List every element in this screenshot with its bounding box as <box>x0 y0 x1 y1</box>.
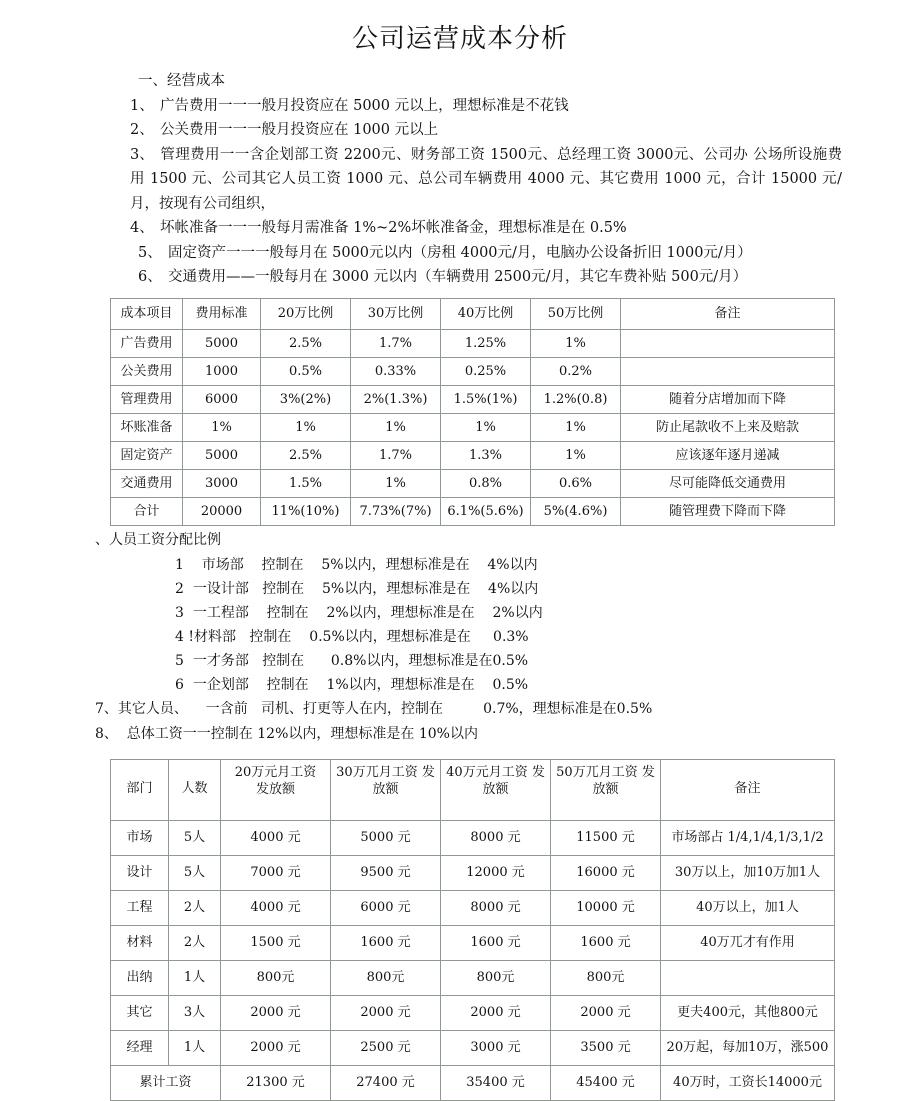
salary-table-cell: 35400 元 <box>441 1065 551 1100</box>
salary-rule-label: 控制在 <box>262 580 305 597</box>
salary-table-cell: 40万兀才有作用 <box>661 925 835 960</box>
salary-rule-limit: 1%以内，理想标准是在 <box>326 676 475 693</box>
cost-table-header-cell: 40万比例 <box>441 298 531 329</box>
salary-table-cell: 市场部占 1/4,1/4,1/3,1/2 <box>661 820 835 855</box>
salary-rule-dept: 一才务部 <box>192 652 249 669</box>
cost-item-1-number: 1、 <box>130 97 154 114</box>
salary-table-header-cell <box>441 759 551 820</box>
salary-table-cell: 10000 元 <box>551 890 661 925</box>
salary-table-cell: 16000 元 <box>551 855 661 890</box>
salary-header-line2: 放额 <box>482 781 509 797</box>
salary-table-cell: 1人 <box>169 960 221 995</box>
salary-table-cell: 800元 <box>551 960 661 995</box>
salary-table-cell: 2000 元 <box>551 995 661 1030</box>
salary-table-cell: 1600 元 <box>551 925 661 960</box>
salary-table-cell: 27400 元 <box>331 1065 441 1100</box>
cost-item-2-number: 2、 <box>130 122 154 138</box>
salary-table-cell: 材料 <box>111 925 169 960</box>
cost-item-6-number: 6、 <box>138 269 162 285</box>
cost-table-cell: 1% <box>183 413 261 441</box>
cost-table-cell: 0.2% <box>531 357 621 385</box>
cost-table-header-cell: 备注 <box>621 298 835 329</box>
salary-table-header-cell <box>221 759 331 820</box>
salary-table-cell: 5人 <box>169 855 221 890</box>
cost-item-5-number: 5、 <box>138 244 162 261</box>
cost-table-cell: 0.5% <box>261 357 351 385</box>
salary-table-cell: 6000 元 <box>331 890 441 925</box>
salary-tail-line-8: 8、 总体工资一一控制在 12%以内，理想标准是在 10%以内 <box>95 725 478 742</box>
cost-table-cell: 随着分店增加而下降 <box>621 385 835 413</box>
table-row <box>111 855 835 890</box>
salary-rule-ideal: 4%以内 <box>488 580 539 597</box>
cost-item-4-text: 坏帐准备一一一般每月需准备 1%~2%坏帐准备金，理想标准是在 0.5% <box>160 220 627 236</box>
salary-table-cell: 45400 元 <box>551 1065 661 1100</box>
document-page <box>0 10 920 1090</box>
salary-table-cell: 1500 元 <box>221 925 331 960</box>
salary-rule-dept: 市场部 <box>201 556 244 573</box>
cost-item-4 <box>130 216 842 241</box>
salary-rule-limit: 2%以内，理想标准是在 <box>326 604 475 621</box>
cost-item-1-text: 广告费用一一一般月投资应在 5000 元以上，理想标准是不花钱 <box>160 97 569 114</box>
section-salary-ratio <box>0 528 920 553</box>
table-row <box>111 469 835 497</box>
salary-table-header-cell <box>551 759 661 820</box>
cost-table-cell: 1% <box>531 413 621 441</box>
salary-rule-label: 控制在 <box>262 652 305 669</box>
salary-header-line1: 30万兀月工资 发 <box>336 764 435 780</box>
table-row <box>111 995 835 1030</box>
salary-table-cell: 更夫400元，其他800元 <box>661 995 835 1030</box>
cost-table-cell: 1.5% <box>261 469 351 497</box>
table-row <box>111 329 835 357</box>
cost-table-cell: 随管理费下降而下降 <box>621 497 835 525</box>
salary-table-cell: 工程 <box>111 890 169 925</box>
cost-table-cell: 1.2%(0.8) <box>531 385 621 413</box>
salary-table-cell: 3000 元 <box>441 1030 551 1065</box>
cost-table-cell: 1% <box>531 441 621 469</box>
salary-header-line2: 放额 <box>592 781 619 797</box>
salary-rule-label: 控制在 <box>266 676 309 693</box>
cost-table-cell: 7.73%(7%) <box>351 497 441 525</box>
table-row <box>111 441 835 469</box>
salary-rule-dept: 一企划部 <box>192 676 249 693</box>
salary-table-cell: 市场 <box>111 820 169 855</box>
cost-table-cell: 5000 <box>183 329 261 357</box>
cost-table-header-cell: 费用标准 <box>183 298 261 329</box>
salary-table-cell: 2000 元 <box>221 995 331 1030</box>
salary-table-cell: 3人 <box>169 995 221 1030</box>
table-row <box>111 820 835 855</box>
salary-table-cell: 2000 元 <box>331 995 441 1030</box>
cost-table-cell: 1% <box>261 413 351 441</box>
salary-table-header-cell <box>111 759 169 820</box>
table-row <box>111 890 835 925</box>
cost-table-cell: 1% <box>441 413 531 441</box>
section-operating-cost <box>0 69 920 290</box>
salary-table-cell: 2000 元 <box>441 995 551 1030</box>
cost-table-cell: 2.5% <box>261 329 351 357</box>
salary-table-cell: 2人 <box>169 890 221 925</box>
cost-table-cell: 3000 <box>183 469 261 497</box>
salary-rule-label: 控制在 <box>249 628 292 645</box>
cost-item-2 <box>130 118 842 143</box>
salary-rule-limit: 0.5%以内，理想标准是在 <box>309 628 471 645</box>
salary-table-cell: 40万时，工资长14000元 <box>661 1065 835 1100</box>
salary-table-cell: 5000 元 <box>331 820 441 855</box>
cost-table-cell: 6.1%(5.6%) <box>441 497 531 525</box>
salary-rule-item <box>175 625 920 649</box>
salary-table-cell: 9500 元 <box>331 855 441 890</box>
salary-table-cell: 5人 <box>169 820 221 855</box>
cost-table-cell: 20000 <box>183 497 261 525</box>
cost-ratio-table <box>110 298 835 526</box>
salary-header-line1: 人数 <box>181 781 208 796</box>
cost-item-3-text: 管理费用一一含企划部工资 2200元、财务部工资 1500元、总经理工资 3000元、公司办 公场所设施费 用 1500 元、公司其它人员工资 1000 元、总公司车辆费用 4000 元、其它费用 1000 元，合计 15000 元/ 月，按现有公司组织， <box>130 146 842 212</box>
salary-header-line2: 放额 <box>372 781 399 797</box>
cost-table-cell: 0.8% <box>441 469 531 497</box>
salary-rule-dept: 一设计部 <box>192 580 249 597</box>
salary-table-cell: 20万起，每加10万，涨500 <box>661 1030 835 1065</box>
salary-table-cell-total-label: 累计工资 <box>111 1065 221 1100</box>
cost-table-header-cell: 30万比例 <box>351 298 441 329</box>
cost-item-2-text: 公关费用一一一般月投资应在 1000 元以上 <box>160 122 439 138</box>
cost-item-5-text: 固定资产一一一般每月在 5000元以内（房租 4000元/月，电脑办公设备折旧 1000元/月） <box>168 244 752 261</box>
salary-rule-number: 3 <box>175 604 184 621</box>
salary-header-line2: 发放额 <box>255 781 295 797</box>
page-title: 公司运营成本分析 <box>351 24 568 54</box>
cost-table-cell: 0.6% <box>531 469 621 497</box>
salary-table-cell: 设计 <box>111 855 169 890</box>
table-row <box>111 413 835 441</box>
salary-rule-ideal: 0.5% <box>492 676 529 693</box>
salary-rule-item <box>175 649 920 673</box>
salary-table-cell: 4000 元 <box>221 890 331 925</box>
cost-table-cell: 1.7% <box>351 441 441 469</box>
salary-table-cell: 11500 元 <box>551 820 661 855</box>
salary-table-cell: 1600 元 <box>331 925 441 960</box>
cost-table-cell: 11%(10%) <box>261 497 351 525</box>
cost-table-cell: 2%(1.3%) <box>351 385 441 413</box>
salary-rule-limit: 0.8%以内，理想标准是在0.5% <box>330 652 529 669</box>
salary-table-cell: 2500 元 <box>331 1030 441 1065</box>
cost-item-1 <box>130 94 842 119</box>
cost-table-header-cell: 50万比例 <box>531 298 621 329</box>
salary-rule-ideal: 2%以内 <box>492 604 543 621</box>
cost-table-cell: 公关费用 <box>111 357 183 385</box>
cost-table-cell: 5000 <box>183 441 261 469</box>
cost-table-cell: 6000 <box>183 385 261 413</box>
cost-table-cell: 0.25% <box>441 357 531 385</box>
salary-table-cell <box>661 960 835 995</box>
salary-table-cell: 40万以上，加1人 <box>661 890 835 925</box>
salary-table-cell: 8000 元 <box>441 890 551 925</box>
salary-table-cell: 800元 <box>331 960 441 995</box>
cost-item-6-text: 交通费用——一般每月在 3000 元以内（车辆费用 2500元/月，其它车费补贴 500元/月） <box>168 269 748 285</box>
table-row <box>111 357 835 385</box>
salary-rule-item <box>175 601 920 625</box>
salary-table-cell: 800元 <box>221 960 331 995</box>
table-row <box>111 960 835 995</box>
salary-header-line1: 20万元月工资 <box>234 764 317 780</box>
salary-table-cell: 4000 元 <box>221 820 331 855</box>
salary-header-line1: 40万元月工资 发 <box>446 764 545 780</box>
cost-table-cell: 管理费用 <box>111 385 183 413</box>
cost-table-cell: 固定资产 <box>111 441 183 469</box>
cost-table-cell: 5%(4.6%) <box>531 497 621 525</box>
salary-table-cell: 1人 <box>169 1030 221 1065</box>
cost-table-header-cell: 成本项目 <box>111 298 183 329</box>
cost-table-cell: 1.7% <box>351 329 441 357</box>
salary-rule-ideal: 4%以内 <box>487 556 538 573</box>
salary-rule-dept: !材料部 <box>188 628 237 645</box>
cost-table-cell: 1.3% <box>441 441 531 469</box>
salary-table-header-cell <box>661 759 835 820</box>
salary-rule-number: 1 <box>175 556 184 573</box>
salary-header-line1: 备注 <box>734 781 761 796</box>
salary-table-cell: 12000 元 <box>441 855 551 890</box>
cost-item-4-number: 4、 <box>130 220 154 236</box>
salary-table-header-cell <box>331 759 441 820</box>
table-row-total <box>111 497 835 525</box>
salary-table-cell: 21300 元 <box>221 1065 331 1100</box>
cost-table-cell: 1% <box>531 329 621 357</box>
cost-item-3-number: 3、 <box>130 146 154 163</box>
salary-table-cell: 2人 <box>169 925 221 960</box>
salary-rule-number: 4 <box>175 628 184 645</box>
cost-table-cell: 1.25% <box>441 329 531 357</box>
salary-tail-lines <box>0 697 920 747</box>
cost-item-3 <box>130 143 842 217</box>
table-row <box>111 385 835 413</box>
cost-table-cell: 1000 <box>183 357 261 385</box>
salary-rule-list <box>0 553 920 697</box>
cost-table-cell: 尽可能降低交通费用 <box>621 469 835 497</box>
cost-table-cell: 1.5%(1%) <box>441 385 531 413</box>
salary-rule-dept: 一工程部 <box>192 604 249 621</box>
salary-table-cell: 1600 元 <box>441 925 551 960</box>
salary-rule-number: 6 <box>175 676 184 693</box>
cost-table-header-cell: 20万比例 <box>261 298 351 329</box>
cost-table-cell: 应该逐年逐月递减 <box>621 441 835 469</box>
salary-rule-limit: 5%以内，理想标准是在 <box>322 580 471 597</box>
cost-table-cell: 广告费用 <box>111 329 183 357</box>
table-row <box>111 1030 835 1065</box>
cost-table-header-row <box>111 298 835 329</box>
cost-item-5 <box>130 241 842 266</box>
cost-table-cell <box>621 357 835 385</box>
salary-table-cell: 8000 元 <box>441 820 551 855</box>
cost-table-cell: 3%(2%) <box>261 385 351 413</box>
cost-item-6 <box>130 265 842 290</box>
salary-rule-label: 控制在 <box>261 556 304 573</box>
salary-table-cell: 2000 元 <box>221 1030 331 1065</box>
salary-rule-limit: 5%以内，理想标准是在 <box>321 556 470 573</box>
section-heading-salary-ratio: 、人员工资分配比例 <box>95 531 221 548</box>
salary-table-cell: 出纳 <box>111 960 169 995</box>
salary-rule-ideal: 0.3% <box>493 628 529 645</box>
table-row <box>111 925 835 960</box>
salary-header-line1: 部门 <box>126 781 153 796</box>
salary-table-cell: 经理 <box>111 1030 169 1065</box>
cost-table-cell: 合计 <box>111 497 183 525</box>
cost-table-cell: 1% <box>351 413 441 441</box>
salary-rule-item <box>175 673 920 697</box>
salary-header-line1: 50万兀月工资 发 <box>556 764 655 780</box>
salary-table-cell: 其它 <box>111 995 169 1030</box>
table-row-total <box>111 1065 835 1100</box>
salary-rule-item <box>175 577 920 601</box>
salary-table-cell: 3500 元 <box>551 1030 661 1065</box>
cost-table-cell: 交通费用 <box>111 469 183 497</box>
department-salary-table <box>110 759 835 1101</box>
salary-rule-item <box>175 553 920 577</box>
salary-table-header-cell <box>169 759 221 820</box>
cost-table-cell: 0.33% <box>351 357 441 385</box>
cost-table-cell: 防止尾款收不上来及赔款 <box>621 413 835 441</box>
salary-table-cell: 30万以上，加10万加1人 <box>661 855 835 890</box>
salary-table-cell: 800元 <box>441 960 551 995</box>
salary-rule-label: 控制在 <box>266 604 309 621</box>
salary-table-cell: 7000 元 <box>221 855 331 890</box>
section-heading-operating-cost: 一、经营成本 <box>138 73 225 89</box>
cost-table-cell: 2.5% <box>261 441 351 469</box>
salary-tail-line-7: 7、其它人员、 一含前 司机、打更等人在内，控制在 0.7%，理想标准是在0.5% <box>95 700 653 717</box>
cost-table-cell: 1% <box>351 469 441 497</box>
salary-rule-number: 5 <box>175 652 184 669</box>
cost-table-cell: 坏账准备 <box>111 413 183 441</box>
cost-table-cell <box>621 329 835 357</box>
salary-table-header-row <box>111 759 835 820</box>
salary-rule-number: 2 <box>175 580 184 597</box>
